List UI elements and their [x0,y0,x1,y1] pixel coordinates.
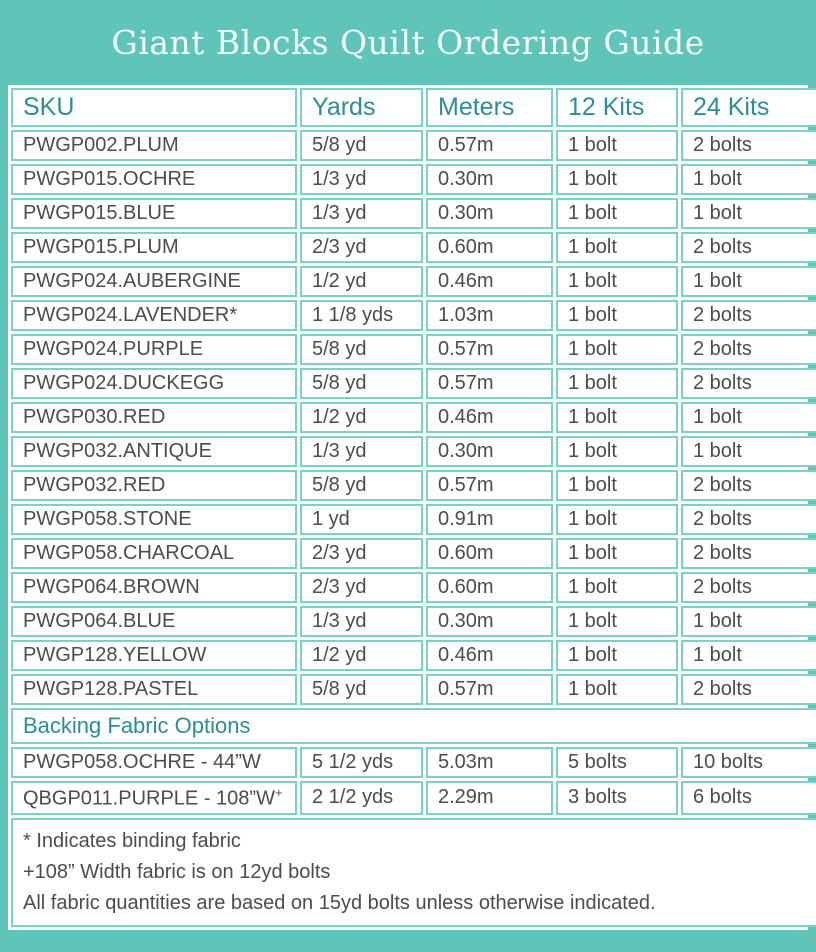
kits24-cell: 2 bolts [681,674,816,705]
sku-cell: PWGP015.OCHRE [11,164,297,195]
table-row [11,266,816,297]
table-row [11,640,816,671]
table-row [11,164,816,195]
sku-cell: PWGP002.PLUM [11,130,297,161]
table-row [11,198,816,229]
sku-cell: PWGP024.DUCKEGG [11,368,297,399]
sku-cell: PWGP058.CHARCOAL [11,538,297,569]
page-title: Giant Blocks Quilt Ordering Guide [111,23,705,62]
column-header-24kits: 24 Kits [681,88,816,127]
kits24-cell: 1 bolt [681,164,816,195]
kits24-cell: 2 bolts [681,334,816,365]
yards-cell: 1/3 yd [300,436,423,467]
yards-cell: 2/3 yd [300,232,423,263]
table-row [11,572,816,603]
meters-cell: 0.30m [426,198,553,229]
yards-cell: 5/8 yd [300,368,423,399]
meters-cell: 0.46m [426,402,553,433]
kits24-cell: 2 bolts [681,470,816,501]
sku-cell: PWGP058.STONE [11,504,297,535]
kits24-cell: 1 bolt [681,436,816,467]
table-row [11,334,816,365]
meters-cell: 0.57m [426,368,553,399]
footnotes-cell [11,818,816,927]
sku-cell: QBGP011.PURPLE - 108”W+ [11,781,297,815]
backing-rows [11,747,816,815]
table-row [11,606,816,637]
sku-cell: PWGP058.OCHRE - 44”W [11,747,297,778]
table-row [11,130,816,161]
kits12-cell: 1 bolt [556,300,678,331]
sku-cell: PWGP128.PASTEL [11,674,297,705]
kits12-cell: 1 bolt [556,674,678,705]
yards-cell: 1 1/8 yds [300,300,423,331]
kits12-cell: 1 bolt [556,504,678,535]
meters-cell: 0.57m [426,470,553,501]
meters-cell: 0.46m [426,640,553,671]
sku-cell: PWGP030.RED [11,402,297,433]
kits24-cell: 1 bolt [681,606,816,637]
column-header-12kits: 12 Kits [556,88,678,127]
kits12-cell: 1 bolt [556,266,678,297]
sku-cell: PWGP024.LAVENDER* [11,300,297,331]
kits12-cell: 1 bolt [556,538,678,569]
meters-cell: 2.29m [426,781,553,815]
yards-cell: 1/3 yd [300,198,423,229]
yards-cell: 5 1/2 yds [300,747,423,778]
sku-cell: PWGP064.BLUE [11,606,297,637]
meters-cell: 0.57m [426,130,553,161]
kits12-cell: 1 bolt [556,436,678,467]
footnote-15yd: All fabric quantities are based on 15yd bolts unless otherwise indicated. [23,891,656,914]
sku-cell: PWGP024.PURPLE [11,334,297,365]
meters-cell: 1.03m [426,300,553,331]
yards-cell: 1/2 yd [300,266,423,297]
yards-cell: 1/3 yd [300,606,423,637]
column-header-sku: SKU [11,88,297,127]
table-row [11,368,816,399]
column-header-yards: Yards [300,88,423,127]
column-header-meters: Meters [426,88,553,127]
sku-cell: PWGP064.BROWN [11,572,297,603]
table-row [11,300,816,331]
yards-cell: 1/2 yd [300,402,423,433]
sku-cell: PWGP015.BLUE [11,198,297,229]
sku-cell: PWGP024.AUBERGINE [11,266,297,297]
table-row [11,232,816,263]
kits12-cell: 1 bolt [556,640,678,671]
table-row [11,436,816,467]
kits24-cell: 10 bolts [681,747,816,778]
kits24-cell: 6 bolts [681,781,816,815]
kits24-cell: 1 bolt [681,402,816,433]
kits24-cell: 2 bolts [681,572,816,603]
kits12-cell: 1 bolt [556,402,678,433]
meters-cell: 0.91m [426,504,553,535]
yards-cell: 5/8 yd [300,334,423,365]
footnote-binding: * Indicates binding fabric [23,829,241,852]
table-row [11,504,816,535]
sku-cell: PWGP015.PLUM [11,232,297,263]
kits24-cell: 1 bolt [681,198,816,229]
kits12-cell: 1 bolt [556,164,678,195]
notes-row [11,818,816,927]
meters-cell: 0.46m [426,266,553,297]
meters-cell: 0.57m [426,334,553,365]
yards-cell: 1 yd [300,504,423,535]
kits24-cell: 2 bolts [681,504,816,535]
backing-fabric-options-label: Backing Fabric Options [11,708,816,744]
kits24-cell: 2 bolts [681,300,816,331]
kits24-cell: 2 bolts [681,232,816,263]
sku-cell: PWGP032.RED [11,470,297,501]
ordering-table [8,85,816,930]
kits12-cell: 5 bolts [556,747,678,778]
ordering-table-container [8,85,808,930]
footnote-108width: +108” Width fabric is on 12yd bolts [23,860,331,883]
kits24-cell: 2 bolts [681,538,816,569]
kits12-cell: 1 bolt [556,198,678,229]
header-row [11,88,816,127]
kits24-cell: 2 bolts [681,368,816,399]
kits24-cell: 2 bolts [681,130,816,161]
kits12-cell: 1 bolt [556,130,678,161]
meters-cell: 5.03m [426,747,553,778]
table-row [11,781,816,815]
meters-cell: 0.57m [426,674,553,705]
meters-cell: 0.60m [426,572,553,603]
yards-cell: 1/2 yd [300,640,423,671]
yards-cell: 2/3 yd [300,572,423,603]
kits12-cell: 1 bolt [556,368,678,399]
yards-cell: 5/8 yd [300,470,423,501]
table-row [11,470,816,501]
yards-cell: 5/8 yd [300,130,423,161]
table-row [11,402,816,433]
sku-cell: PWGP128.YELLOW [11,640,297,671]
yards-cell: 5/8 yd [300,674,423,705]
kits12-cell: 3 bolts [556,781,678,815]
meters-cell: 0.30m [426,164,553,195]
table-row [11,674,816,705]
fabric-rows [11,130,816,705]
sku-superscript: + [274,785,283,800]
yards-cell: 2 1/2 yds [300,781,423,815]
kits12-cell: 1 bolt [556,232,678,263]
kits24-cell: 1 bolt [681,266,816,297]
meters-cell: 0.30m [426,436,553,467]
table-row [11,747,816,778]
yards-cell: 1/3 yd [300,164,423,195]
meters-cell: 0.30m [426,606,553,637]
kits12-cell: 1 bolt [556,470,678,501]
kits12-cell: 1 bolt [556,606,678,637]
kits12-cell: 1 bolt [556,334,678,365]
section-header-row [11,708,816,744]
sku-cell: PWGP032.ANTIQUE [11,436,297,467]
yards-cell: 2/3 yd [300,538,423,569]
kits12-cell: 1 bolt [556,572,678,603]
meters-cell: 0.60m [426,538,553,569]
kits24-cell: 1 bolt [681,640,816,671]
meters-cell: 0.60m [426,232,553,263]
table-row [11,538,816,569]
